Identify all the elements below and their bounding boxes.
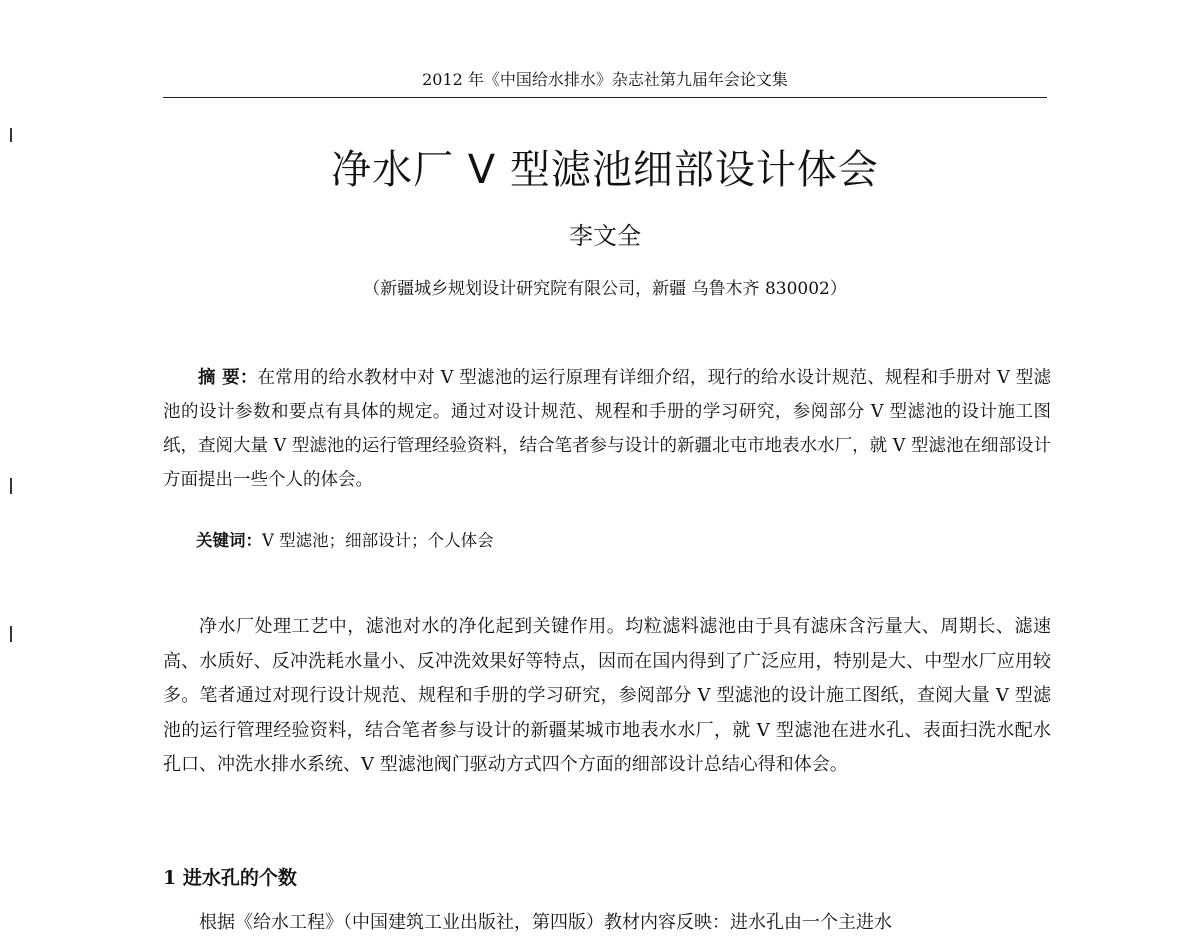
author-name: 李文全	[569, 222, 641, 250]
abstract-label: 摘 要：	[198, 368, 258, 388]
keywords	[163, 527, 1051, 555]
header-rule	[163, 97, 1047, 98]
author-affiliation: （新疆城乡规划设计研究院有限公司，新疆 乌鲁木齐 830002）	[363, 279, 847, 299]
section-1-heading: 1 进水孔的个数	[163, 867, 297, 889]
running-header: 2012 年《中国给水排水》杂志社第九届年会论文集	[422, 70, 788, 89]
abstract-text: 在常用的给水教材中对 V 型滤池的运行原理有详细介绍，现行的给水设计规范、规程和手册对 V 型滤池的设计参数和要点有具体的规定。通过对设计规范、规程和手册的学习研究，参阅部分 V 型滤池的设计施工图纸，查阅大量 V 型滤池的运行管理经验资料，结合笔者参与设计的新疆北屯市地表水水厂，就 V 型滤池在细部设计方面提出一些个人的体会。	[163, 368, 1051, 490]
scan-margin-mark	[10, 478, 12, 494]
scan-margin-mark	[10, 626, 12, 642]
paper-title: 净水厂 V 型滤池细部设计体会	[331, 147, 879, 193]
abstract	[163, 361, 1051, 497]
keywords-label: 关键词：	[196, 531, 262, 550]
section-1-paragraph: 根据《给水工程》（中国建筑工业出版社，第四版）教材内容反映：进水孔由一个主进水	[199, 912, 892, 933]
scan-margin-mark	[10, 128, 12, 142]
keywords-text: V 型滤池；细部设计；个人体会	[262, 531, 494, 550]
intro-paragraph: 净水厂处理工艺中，滤池对水的净化起到关键作用。均粒滤料滤池由于具有滤床含污量大、周期长、滤速高、水质好、反冲洗耗水量小、反冲洗效果好等特点，因而在国内得到了广泛应用，特别是大、中型水厂应用较多。笔者通过对现行设计规范、规程和手册的学习研究，参阅部分 V 型滤池的设计施工图纸，查阅大量 V 型滤池的运行管理经验资料，结合笔者参与设计的新疆某城市地表水水厂，就 V 型滤池在进水孔、表面扫洗水配水孔口、冲洗水排水系统、V 型滤池阀门驱动方式四个方面的细部设计总结心得和体会。	[163, 616, 1051, 775]
